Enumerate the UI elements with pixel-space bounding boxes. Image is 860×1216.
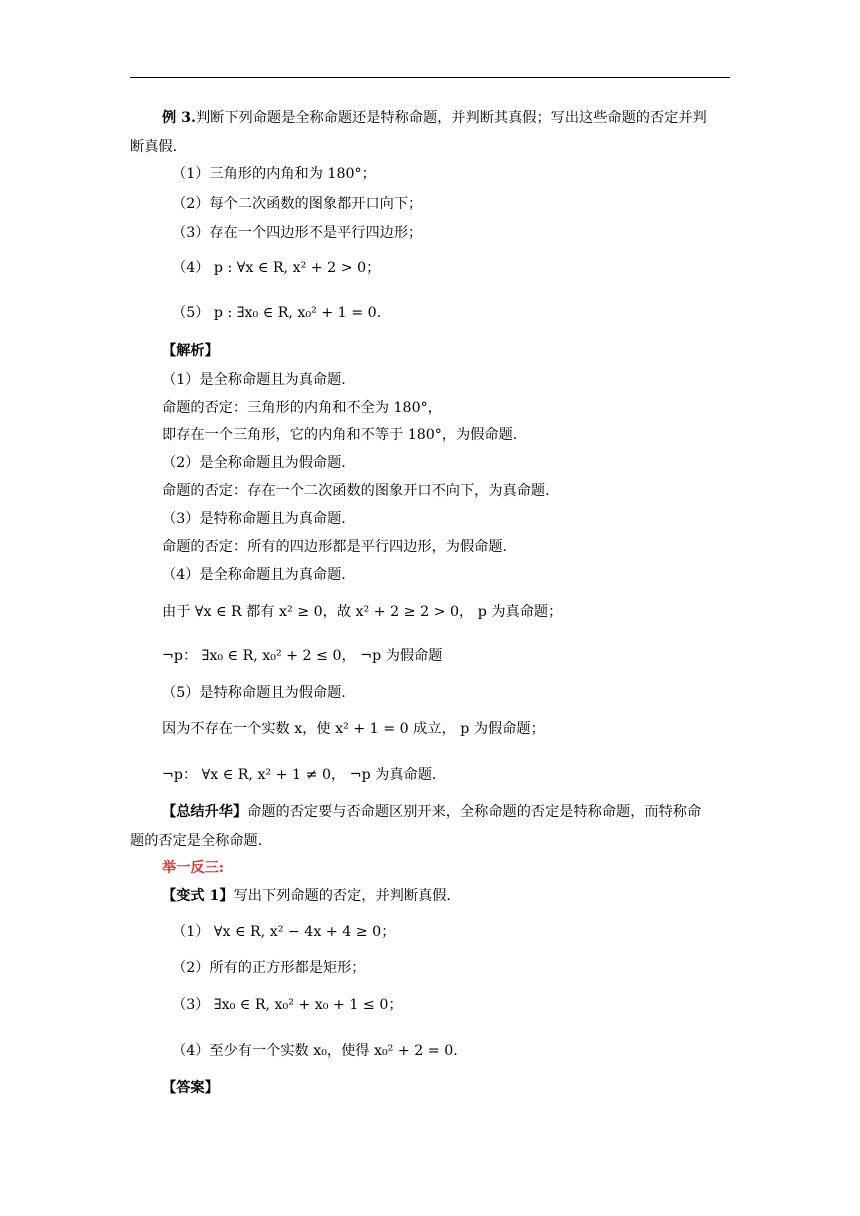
analysis-line-11: （5）是特称命题且为假命题. [162, 685, 346, 701]
summary-heading: 【总结升华】 [162, 804, 248, 820]
analysis-line-9: 由于 ∀x ∈ R 都有 x² ≥ 0，故 x² + 2 ≥ 2 > 0， p 为真命题； [162, 604, 563, 620]
analysis-line-1: （1）是全称命题且为真命题. [162, 372, 346, 388]
answer-heading: 【答案】 [162, 1080, 219, 1096]
example-item-1: （1）三角形的内角和为 180°； [172, 166, 376, 182]
example-intro-text: 判断下列命题是全称命题还是特称命题，并判断其真假；写出这些命题的否定并判 [195, 110, 707, 126]
header-rule [130, 77, 730, 78]
example-intro-line1 [162, 108, 707, 128]
example-item-4: （4） p : ∀x ∈ R, x² + 2 > 0； [172, 260, 381, 276]
summary-text: 命题的否定要与否命题区别开来，全称命题的否定是特称命题，而特称命 [247, 804, 702, 820]
analysis-line-6: （3）是特称命题且为真命题. [162, 511, 346, 527]
example-intro-line2: 断真假. [130, 139, 178, 155]
analysis-line-2: 命题的否定：三角形的内角和不全为 180°， [162, 400, 442, 416]
analysis-line-3: 即存在一个三角形，它的内角和不等于 180°，为假命题. [162, 427, 518, 443]
practice-item-3: （3） ∃x₀ ∈ R, x₀² + x₀ + 1 ≤ 0； [172, 997, 403, 1013]
practice-heading: 举一反三: [162, 860, 224, 876]
analysis-line-12: 因为不存在一个实数 x，使 x² + 1 = 0 成立， p 为假命题； [162, 721, 545, 737]
analysis-line-13: ¬p： ∀x ∈ R, x² + 1 ≠ 0， ¬p 为真命题. [162, 767, 437, 783]
analysis-line-5: 命题的否定：存在一个二次函数的图象开口不向下，为真命题. [162, 483, 550, 499]
practice-item-4: （4）至少有一个实数 x₀，使得 x₀² + 2 = 0. [172, 1043, 458, 1059]
practice-item-1: （1） ∀x ∈ R, x² − 4x + 4 ≥ 0； [172, 924, 396, 940]
variant-text: 写出下列命题的否定，并判断真假. [233, 888, 451, 904]
analysis-heading: 【解析】 [162, 343, 219, 359]
example-item-3: （3）存在一个四边形不是平行四边形； [172, 225, 423, 241]
summary-line2: 题的否定是全称命题. [130, 833, 263, 849]
variant-line [162, 886, 451, 906]
analysis-line-4: （2）是全称命题且为假命题. [162, 455, 346, 471]
summary-line1 [162, 802, 701, 822]
practice-item-2: （2）所有的正方形都是矩形； [172, 960, 366, 976]
example-item-5: （5） p : ∃x₀ ∈ R, x₀² + 1 = 0. [172, 305, 382, 321]
analysis-line-10: ¬p： ∃x₀ ∈ R, x₀² + 2 ≤ 0， ¬p 为假命题 [162, 648, 443, 664]
variant-label: 【变式 1】 [162, 888, 234, 904]
analysis-line-8: （4）是全称命题且为真命题. [162, 567, 346, 583]
analysis-line-7: 命题的否定：所有的四边形都是平行四边形，为假命题. [162, 539, 508, 555]
example-item-2: （2）每个二次函数的图象都开口向下； [172, 196, 423, 212]
example-heading: 例 3. [162, 110, 196, 126]
